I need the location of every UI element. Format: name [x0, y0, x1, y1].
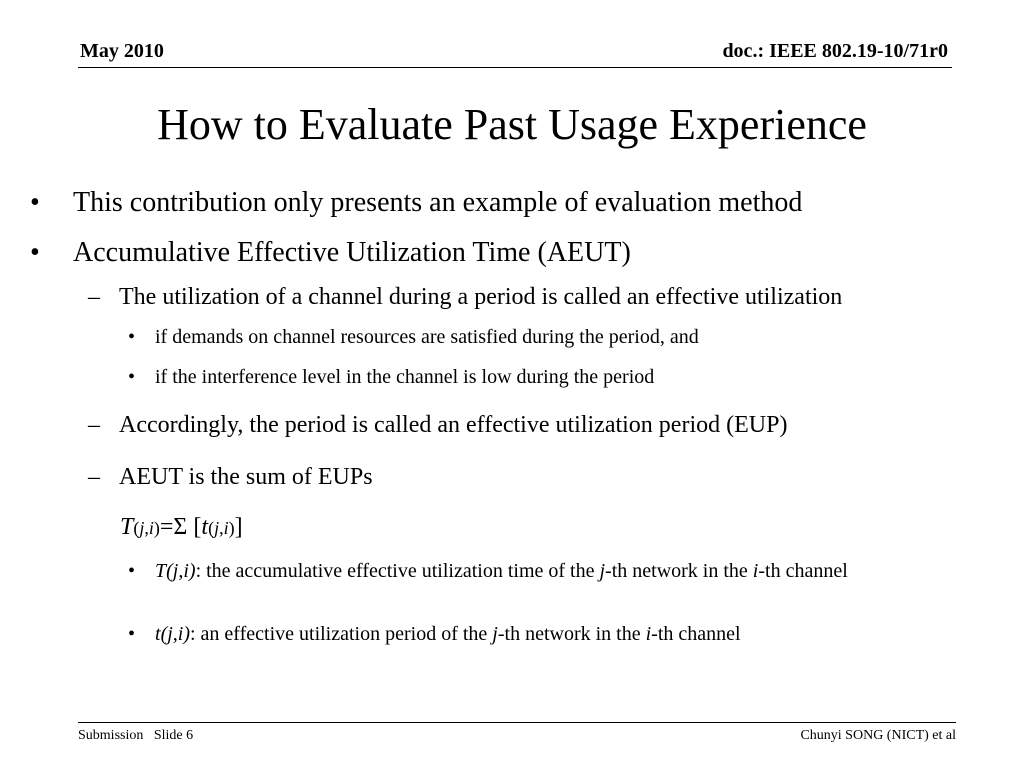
header-date: May 2010 — [80, 40, 164, 62]
formula-t: t — [201, 514, 209, 540]
bullet-text: The utilization of a channel during a period is called an effective utilization — [119, 284, 843, 310]
formula-close: ) — [228, 518, 235, 538]
def-args: (j,i) — [160, 623, 190, 645]
def-text: : the accumulative effective utilization time of the — [195, 560, 600, 582]
aeut-formula — [120, 512, 243, 543]
footer-submission: Submission — [78, 728, 144, 743]
formula-T: T — [120, 514, 134, 540]
bullet-text: AEUT is the sum of EUPs — [119, 464, 373, 490]
formula-comma: , — [144, 518, 149, 538]
formula-open: ( — [133, 518, 140, 538]
def-text: : an effective utilization period of the — [190, 623, 493, 645]
formula-i: i — [223, 518, 229, 538]
formula-i: i — [148, 518, 154, 538]
bullet-text: Accordingly, the period is called an effective utilization period (EUP) — [119, 412, 788, 438]
formula-open: ( — [208, 518, 215, 538]
def-text: -th network in the — [605, 560, 753, 582]
def-text: -th channel — [758, 560, 848, 582]
bullet-text: Accumulative Effective Utilization Time (AEUT) — [73, 237, 631, 268]
bullet-text: if the interference level in the channel is low during the period — [155, 366, 655, 388]
def-i: i — [645, 623, 652, 645]
footer-left — [78, 728, 193, 744]
def-text: -th channel — [651, 623, 741, 645]
formula-sum: =Σ [ — [159, 514, 202, 540]
def-args: (j,i) — [166, 560, 196, 582]
footer-author: Chunyi SONG (NICT) et al — [800, 728, 956, 743]
bullet-marker: • — [128, 623, 136, 645]
formula-j: j — [214, 518, 220, 538]
footer-slide-number: Slide 6 — [153, 728, 194, 743]
formula-j: j — [139, 518, 145, 538]
dash-marker: – — [88, 284, 100, 310]
bullet-marker: • — [128, 366, 136, 388]
definition-text — [155, 620, 741, 648]
header-doc-id: doc.: IEEE 802.19-10/71r0 — [722, 40, 948, 62]
definition-text — [155, 556, 967, 586]
def-text: -th network in the — [497, 623, 646, 645]
def-i: i — [752, 560, 759, 582]
bullet-marker: • — [128, 326, 136, 348]
def-symbol: t — [155, 623, 161, 645]
bullet-text: if demands on channel resources are satisfied during the period, and — [155, 326, 699, 348]
def-j: j — [599, 560, 606, 582]
dash-marker: – — [88, 412, 100, 438]
formula-close: ) — [153, 518, 160, 538]
header-divider — [78, 67, 952, 68]
slide-title: How to Evaluate Past Usage Experience — [157, 100, 867, 149]
def-j: j — [492, 623, 498, 645]
formula-end: ] — [234, 514, 243, 540]
bullet-marker: • — [30, 187, 40, 218]
def-symbol: T — [155, 560, 167, 582]
bullet-text: This contribution only presents an example of evaluation method — [73, 187, 803, 218]
formula-comma: , — [219, 518, 224, 538]
bullet-marker: • — [30, 237, 40, 268]
dash-marker: – — [88, 464, 100, 490]
bullet-marker: • — [128, 560, 136, 582]
footer-divider — [78, 722, 956, 723]
